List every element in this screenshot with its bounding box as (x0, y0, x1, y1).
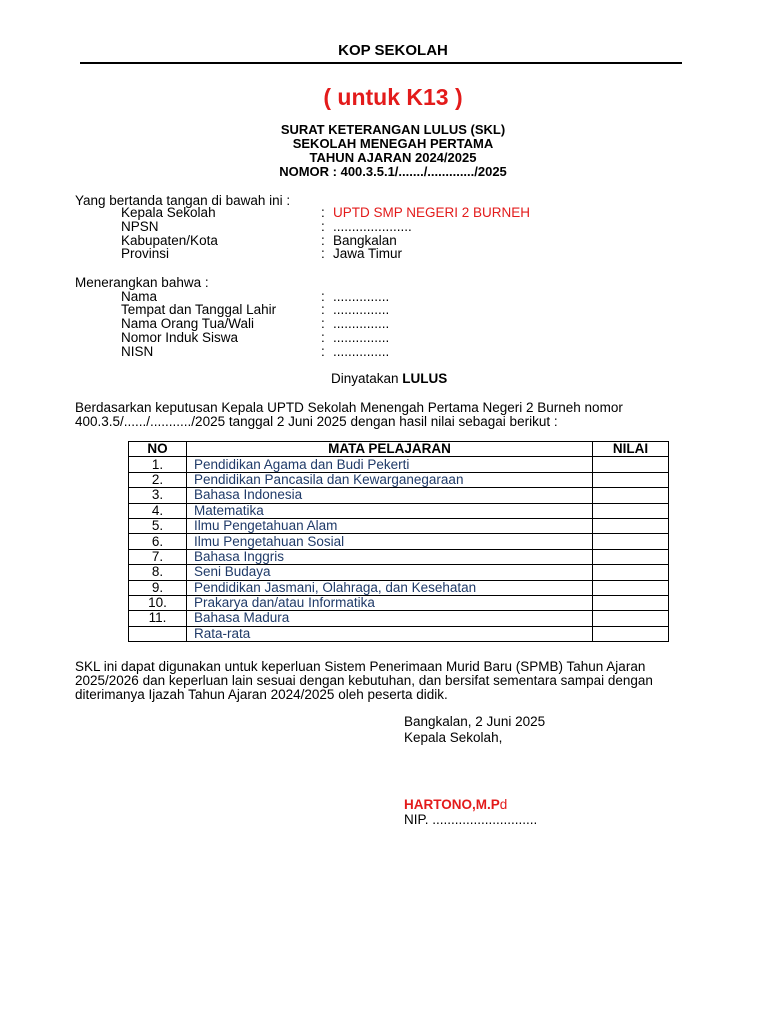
row-no: 6. (129, 534, 187, 549)
school-label: NPSN (121, 219, 159, 234)
row-score[interactable] (593, 595, 669, 610)
table-row (129, 534, 669, 549)
row-no: 11. (129, 611, 187, 626)
row-subject: Bahasa Madura (187, 611, 593, 626)
kop-sekolah: KOP SEKOLAH (338, 42, 448, 59)
table-row (129, 472, 669, 487)
school-value: Jawa Timur (333, 246, 403, 261)
school-label: Kabupaten/Kota (121, 233, 218, 248)
colon: : (321, 302, 325, 317)
row-score[interactable] (593, 580, 669, 595)
row-score[interactable] (593, 549, 669, 564)
row-no: 1. (129, 457, 187, 472)
student-value: ............... (333, 344, 390, 359)
school-label: Kepala Sekolah (121, 205, 216, 220)
row-no: 4. (129, 503, 187, 518)
table-row (129, 503, 669, 518)
student-value: ............... (333, 302, 390, 317)
row-score[interactable] (593, 626, 669, 641)
row-no: 2. (129, 472, 187, 487)
signature-block (404, 714, 545, 746)
document-title (0, 123, 768, 179)
row-subject: Pendidikan Agama dan Budi Pekerti (187, 457, 593, 472)
table-row (129, 457, 669, 472)
row-score[interactable] (593, 565, 669, 580)
table-header-row (129, 442, 669, 457)
signer-name-main: HARTONO,M.P (404, 797, 500, 812)
signatory-intro: Yang bertanda tangan di bawah ini : (75, 193, 291, 208)
row-no (129, 626, 187, 641)
colon: : (321, 205, 325, 220)
student-label: Nama Orang Tua/Wali (121, 316, 255, 331)
row-subject: Matematika (187, 503, 593, 518)
row-no: 5. (129, 518, 187, 533)
header-divider (80, 62, 682, 64)
signer-position: Kepala Sekolah, (404, 730, 503, 745)
colon: : (321, 316, 325, 331)
basis-paragraph: Berdasarkan keputusan Kepala UPTD Sekolah Menengah Pertama Negeri 2 Burneh nomor 400.3.5/....../.........../2025 tanggal 2 Juni 2025 dengan hasil nilai sebagai berikut : (75, 400, 623, 429)
table-row (129, 611, 669, 626)
student-intro: Menerangkan bahwa : (75, 275, 209, 290)
student-label: Tempat dan Tanggal Lahir (121, 302, 277, 317)
row-subject: Ilmu Pengetahuan Alam (187, 518, 593, 533)
table-row (129, 580, 669, 595)
row-score[interactable] (593, 503, 669, 518)
student-value: ............... (333, 289, 390, 304)
school-value: UPTD SMP NEGERI 2 BURNEH (333, 205, 531, 220)
signer-name (404, 797, 507, 812)
row-no: 10. (129, 595, 187, 610)
header-score: NILAI (593, 442, 669, 457)
signer-name-suffix: d (499, 797, 508, 812)
row-score[interactable] (593, 611, 669, 626)
title-line: TAHUN AJARAN 2024/2025 (309, 150, 477, 165)
row-subject: Rata-rata (187, 626, 593, 641)
table-row (129, 549, 669, 564)
row-subject: Bahasa Indonesia (187, 488, 593, 503)
colon: : (321, 330, 325, 345)
skl-usage-note: SKL ini dapat digunakan untuk keperluan Sistem Penerimaan Murid Baru (SPMB) Tahun Ajaran 2025/2026 dan keperluan lain sesuai dengan kebutuhan, dan bersifat sementara sampai dengan diterimanya Ijazah Tahun Ajaran 2024/2025 oleh peserta didik. (75, 659, 653, 702)
header-subject: MATA PELAJARAN (187, 442, 593, 457)
row-no: 8. (129, 565, 187, 580)
student-label: NISN (121, 344, 154, 359)
row-subject: Prakarya dan/atau Informatika (187, 595, 593, 610)
table-row (129, 565, 669, 580)
colon: : (321, 246, 325, 261)
colon: : (321, 233, 325, 248)
row-score[interactable] (593, 534, 669, 549)
row-subject: Seni Budaya (187, 565, 593, 580)
colon: : (321, 344, 325, 359)
row-subject: Pendidikan Jasmani, Olahraga, dan Kesehatan (187, 580, 593, 595)
colon: : (321, 219, 325, 234)
declaration-prefix: Dinyatakan (331, 371, 403, 386)
row-no: 3. (129, 488, 187, 503)
status-lulus: LULUS (402, 371, 448, 386)
title-line: SEKOLAH MENEGAH PERTAMA (292, 136, 494, 151)
title-line: NOMOR : 400.3.5.1/......./............./2025 (279, 164, 507, 179)
row-no: 9. (129, 580, 187, 595)
table-row (129, 595, 669, 610)
title-line: SURAT KETERANGAN LULUS (SKL) (280, 122, 506, 137)
place-date: Bangkalan, 2 Juni 2025 (404, 714, 546, 729)
school-value: Bangkalan (333, 233, 397, 248)
row-score[interactable] (593, 457, 669, 472)
school-label: Provinsi (121, 246, 170, 261)
row-subject: Ilmu Pengetahuan Sosial (187, 534, 593, 549)
table-row (129, 488, 669, 503)
declaration (331, 372, 447, 386)
table-row (129, 518, 669, 533)
table-row-average (129, 626, 669, 641)
curriculum-label: ( untuk K13 ) (323, 84, 463, 110)
student-value: ............... (333, 316, 390, 331)
row-no: 7. (129, 549, 187, 564)
colon: : (321, 289, 325, 304)
row-score[interactable] (593, 488, 669, 503)
student-value: ............... (333, 330, 390, 345)
row-score[interactable] (593, 472, 669, 487)
student-label: Nomor Induk Siswa (121, 330, 239, 345)
row-subject: Pendidikan Pancasila dan Kewarganegaraan (187, 472, 593, 487)
row-score[interactable] (593, 518, 669, 533)
school-value: ..................... (333, 219, 412, 234)
header-no: NO (129, 442, 187, 457)
student-label: Nama (121, 289, 158, 304)
signer-nip: NIP. ............................ (404, 812, 538, 827)
row-subject: Bahasa Inggris (187, 549, 593, 564)
grades-table (128, 441, 669, 642)
